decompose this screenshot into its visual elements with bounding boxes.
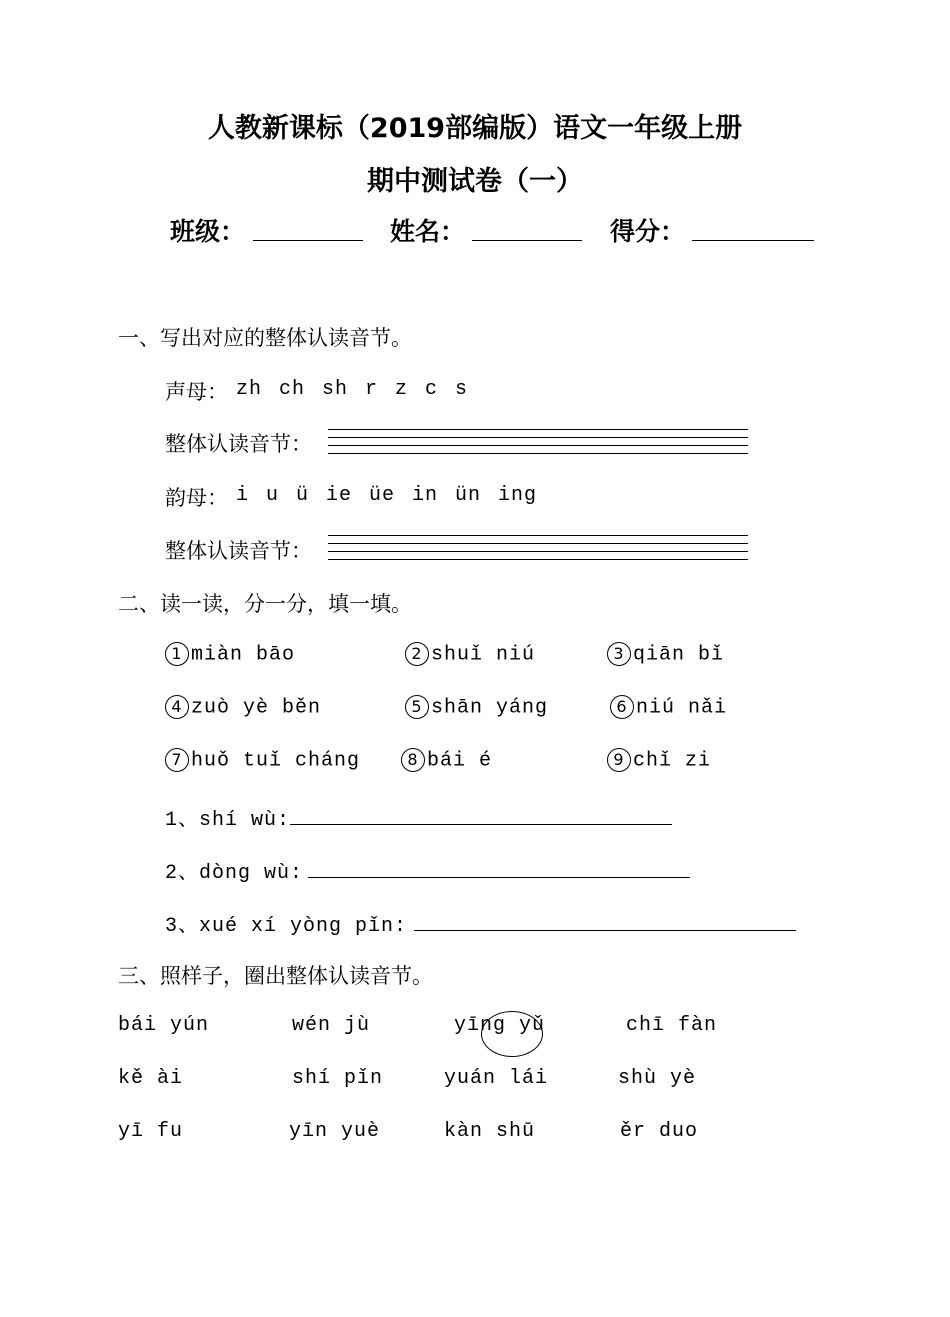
page-subtitle: 期中测试卷（一） xyxy=(367,166,583,197)
score-field[interactable] xyxy=(692,240,814,241)
circled-number: 9 xyxy=(607,748,631,772)
syllable-pair[interactable]: yī fu xyxy=(118,1120,184,1143)
syllable-pair[interactable]: kàn shū xyxy=(444,1120,536,1143)
syllable-pair[interactable]: yīn yuè xyxy=(289,1120,381,1143)
word-item: 1 miàn bāo xyxy=(165,642,295,666)
section1-heading: 一、写出对应的整体认读音节。 xyxy=(118,326,412,350)
word-item: 8 bái é xyxy=(401,748,492,772)
page-title: 人教新课标（2019部编版）语文一年级上册 xyxy=(207,113,743,144)
word-item: 9 chǐ zi xyxy=(607,748,711,772)
shengmu-label: 声母： xyxy=(165,380,228,404)
circled-number: 5 xyxy=(405,695,429,719)
class-field[interactable] xyxy=(253,240,363,241)
section3-heading: 三、照样子，圈出整体认读音节。 xyxy=(118,964,433,988)
fill-label-1: 1、shí wù: xyxy=(165,809,291,832)
circled-number: 1 xyxy=(165,642,189,666)
pinyin-staff-1[interactable] xyxy=(328,429,748,461)
fill-field-1[interactable] xyxy=(290,824,672,825)
circled-number: 8 xyxy=(401,748,425,772)
circled-number: 6 xyxy=(610,695,634,719)
syllable-pair[interactable]: yuán lái xyxy=(444,1067,549,1090)
syllable-pair[interactable]: kě ài xyxy=(118,1067,184,1090)
syllable-pair[interactable]: shù yè xyxy=(618,1067,697,1090)
syllable-pair[interactable]: wén jù xyxy=(292,1014,371,1037)
circled-number: 4 xyxy=(165,695,189,719)
circled-number: 7 xyxy=(165,748,189,772)
class-label: 班级： xyxy=(170,217,246,246)
syllable-pair[interactable]: bái yún xyxy=(118,1014,210,1037)
word-item: 6 niú nǎi xyxy=(610,695,727,719)
circled-number: 2 xyxy=(405,642,429,666)
answer-label-2: 整体认读音节： xyxy=(165,539,312,563)
syllable-pair[interactable]: ěr duo xyxy=(620,1120,699,1143)
score-label: 得分： xyxy=(610,217,686,246)
word-item: 2 shuǐ niú xyxy=(405,642,535,666)
fill-field-2[interactable] xyxy=(308,877,690,878)
section2-heading: 二、读一读，分一分，填一填。 xyxy=(118,592,412,616)
circled-number: 3 xyxy=(607,642,631,666)
word-item: 7 huǒ tuǐ cháng xyxy=(165,748,360,772)
pinyin-staff-2[interactable] xyxy=(328,535,748,567)
syllable-pair[interactable]: shí pǐn xyxy=(292,1067,384,1090)
word-item: 4 zuò yè běn xyxy=(165,695,321,719)
word-item: 5 shān yáng xyxy=(405,695,548,719)
fill-label-3: 3、xué xí yòng pǐn: xyxy=(165,915,408,938)
name-field[interactable] xyxy=(472,240,582,241)
fill-field-3[interactable] xyxy=(414,930,796,931)
fill-label-2: 2、dòng wù: xyxy=(165,862,304,885)
shengmu-items: zh ch sh r z c s xyxy=(236,378,469,401)
syllable-pair[interactable]: yīng yǔ xyxy=(454,1014,546,1037)
example-circle-mark xyxy=(481,1011,543,1057)
name-label: 姓名： xyxy=(390,217,466,246)
syllable-pair[interactable]: chī fàn xyxy=(626,1014,718,1037)
answer-label-1: 整体认读音节： xyxy=(165,432,312,456)
yunmu-label: 韵母： xyxy=(165,486,228,510)
word-item: 3 qiān bǐ xyxy=(607,642,724,666)
yunmu-items: i u ü ie üe in ün ing xyxy=(236,484,538,507)
